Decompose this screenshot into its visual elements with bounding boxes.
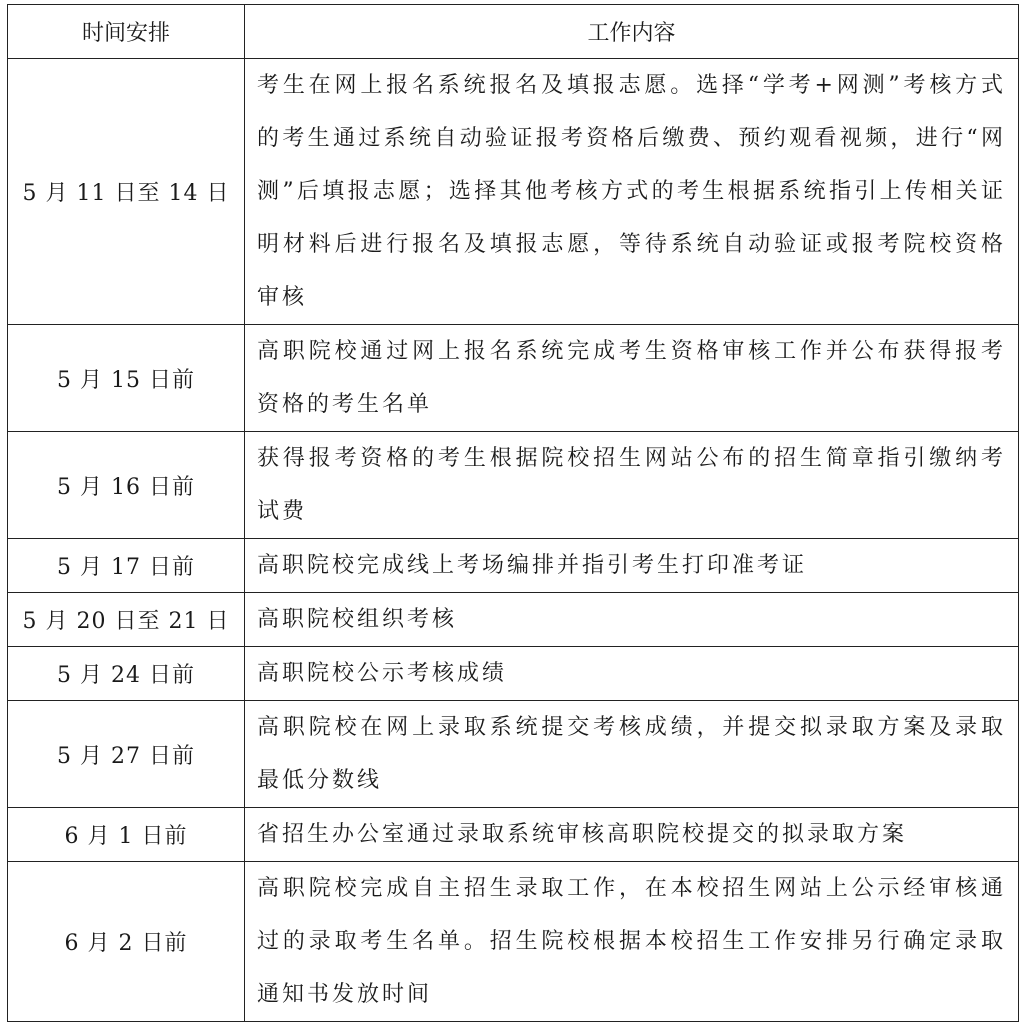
row-content: 考生在网上报名系统报名及填报志愿。选择“学考+网测”考核方式的考生通过系统自动验证报考资格后缴费、预约观看视频，进行“网测”后填报志愿；选择其他考核方式的考生根据系统指引上传相关证明材料后进行报名及填报志愿，等待系统自动验证或报考院校资格审核 (245, 59, 1019, 325)
row-time: 5 月 11 日至 14 日 (8, 59, 245, 325)
table-row (8, 593, 1019, 647)
table-row (8, 432, 1019, 539)
schedule-table (7, 4, 1019, 1022)
row-time: 6 月 2 日前 (8, 862, 245, 1022)
table-row (8, 325, 1019, 432)
row-content: 获得报考资格的考生根据院校招生网站公布的招生简章指引缴纳考试费 (245, 432, 1019, 539)
table-row (8, 862, 1019, 1022)
table-row (8, 701, 1019, 808)
row-time: 5 月 17 日前 (8, 539, 245, 593)
table-row (8, 647, 1019, 701)
header-time: 时间安排 (8, 5, 245, 59)
row-content: 高职院校完成自主招生录取工作，在本校招生网站上公示经审核通过的录取考生名单。招生院校根据本校招生工作安排另行确定录取通知书发放时间 (245, 862, 1019, 1022)
row-time: 6 月 1 日前 (8, 808, 245, 862)
table-row (8, 539, 1019, 593)
row-content: 高职院校完成线上考场编排并指引考生打印准考证 (245, 539, 1019, 593)
row-time: 5 月 24 日前 (8, 647, 245, 701)
row-content: 省招生办公室通过录取系统审核高职院校提交的拟录取方案 (245, 808, 1019, 862)
table-row (8, 59, 1019, 325)
row-content: 高职院校公示考核成绩 (245, 647, 1019, 701)
row-content: 高职院校组织考核 (245, 593, 1019, 647)
table-header-row (8, 5, 1019, 59)
row-time: 5 月 27 日前 (8, 701, 245, 808)
row-time: 5 月 15 日前 (8, 325, 245, 432)
header-content: 工作内容 (245, 5, 1019, 59)
row-time: 5 月 20 日至 21 日 (8, 593, 245, 647)
table-row (8, 808, 1019, 862)
row-time: 5 月 16 日前 (8, 432, 245, 539)
row-content: 高职院校通过网上报名系统完成考生资格审核工作并公布获得报考资格的考生名单 (245, 325, 1019, 432)
row-content: 高职院校在网上录取系统提交考核成绩，并提交拟录取方案及录取最低分数线 (245, 701, 1019, 808)
